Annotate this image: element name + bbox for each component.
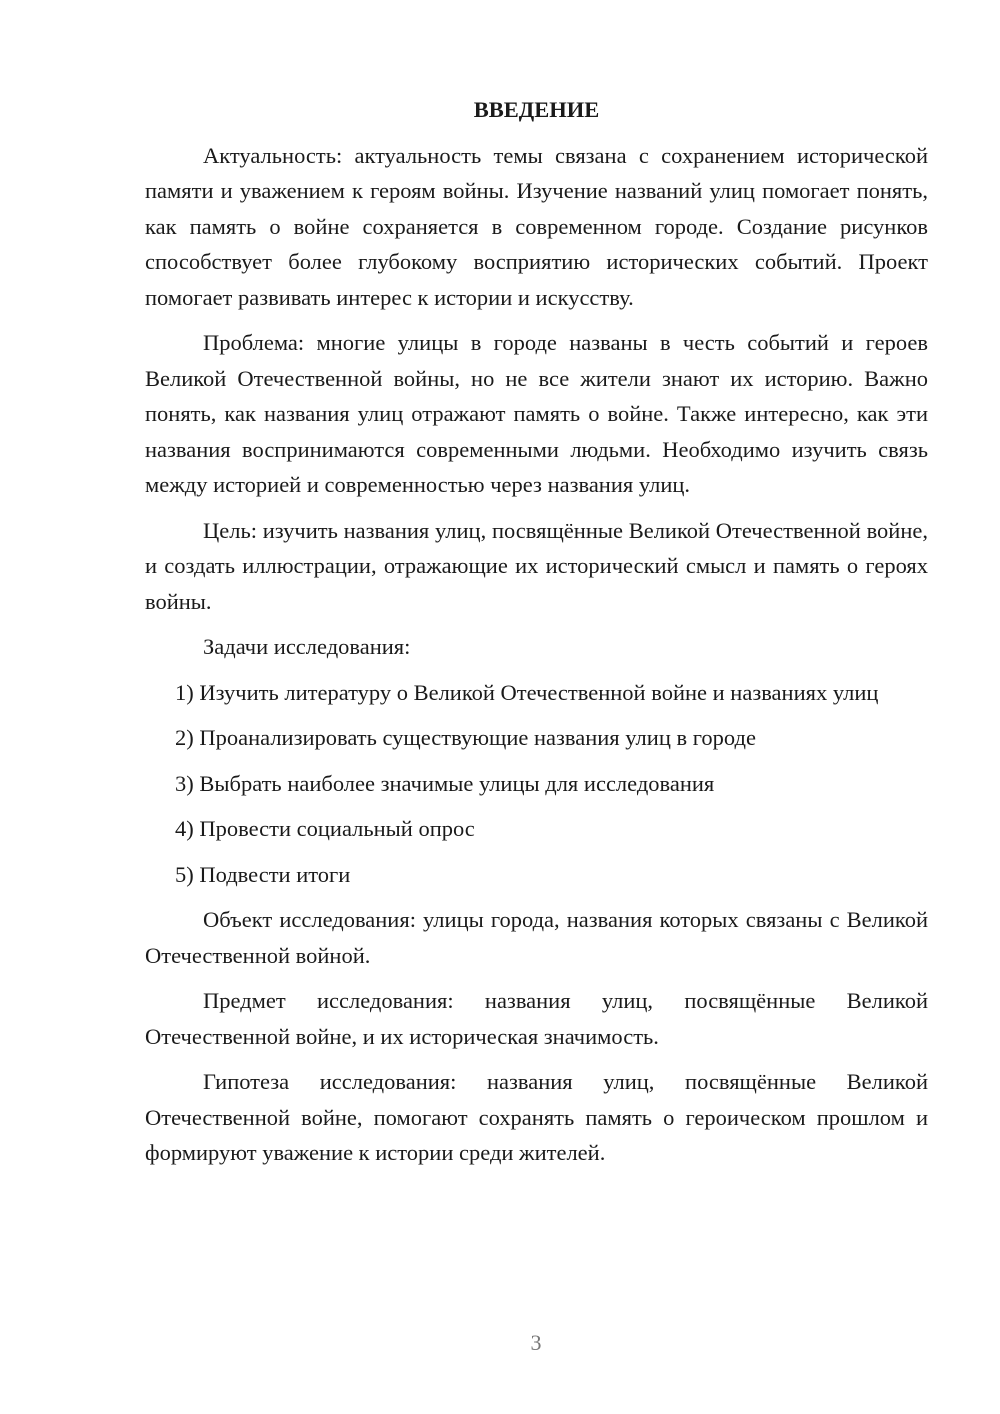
- task-item-2: 2) Проанализировать существующие названия улиц в городе: [175, 725, 756, 750]
- page-number: 3: [530, 1330, 542, 1355]
- task-item-5: 5) Подвести итоги: [175, 861, 351, 887]
- section-title: ВВЕДЕНИЕ: [473, 97, 600, 122]
- document-page: [145, 92, 928, 1181]
- paragraph-goal: Цель: изучить названия улиц, посвящённые Великой Отечественной войне, и создать иллюстрации, отражающие их исторический смысл и память о героях войны.: [145, 517, 928, 614]
- tasks-heading: Задачи исследования:: [203, 634, 411, 659]
- paragraph-problem: Проблема: многие улицы в городе названы в честь событий и героев Великой Отечественной войны, но не все жители знают их историю. Важно понять, как названия улиц отражают память о войне. Также интересно, как эти названия воспринимаются современными людьми. Необходимо изучить связь между историей и современностью через названия улиц.: [145, 330, 928, 497]
- task-item-4: 4) Провести социальный опрос: [175, 816, 475, 841]
- paragraph-object: Объект исследования: улицы города, названия которых связаны с Великой Отечественной войной.: [145, 907, 928, 968]
- paragraph-hypothesis: Гипотеза исследования: названия улиц, посвящённые Великой Отечественной войне, помогают сохранять память о героическом прошлом и формируют уважение к истории среди жителей.: [145, 1069, 928, 1165]
- task-item-1: 1) Изучить литературу о Великой Отечественной войне и названиях улиц: [175, 679, 879, 705]
- paragraph-subject: Предмет исследования: названия улиц, посвящённые Великой Отечественной войне, и их историческая значимость.: [145, 988, 928, 1049]
- paragraph-relevance: Актуальность: актуальность темы связана с сохранением исторической памяти и уважением к героям войны. Изучение названий улиц помогает понять, как память о войне сохраняется в современном городе. Создание рисунков способствует более глубокому восприятию исторических событий. Проект помогает развивать интерес к истории и искусству.: [145, 142, 928, 310]
- task-item-3: 3) Выбрать наиболее значимые улицы для исследования: [175, 770, 715, 796]
